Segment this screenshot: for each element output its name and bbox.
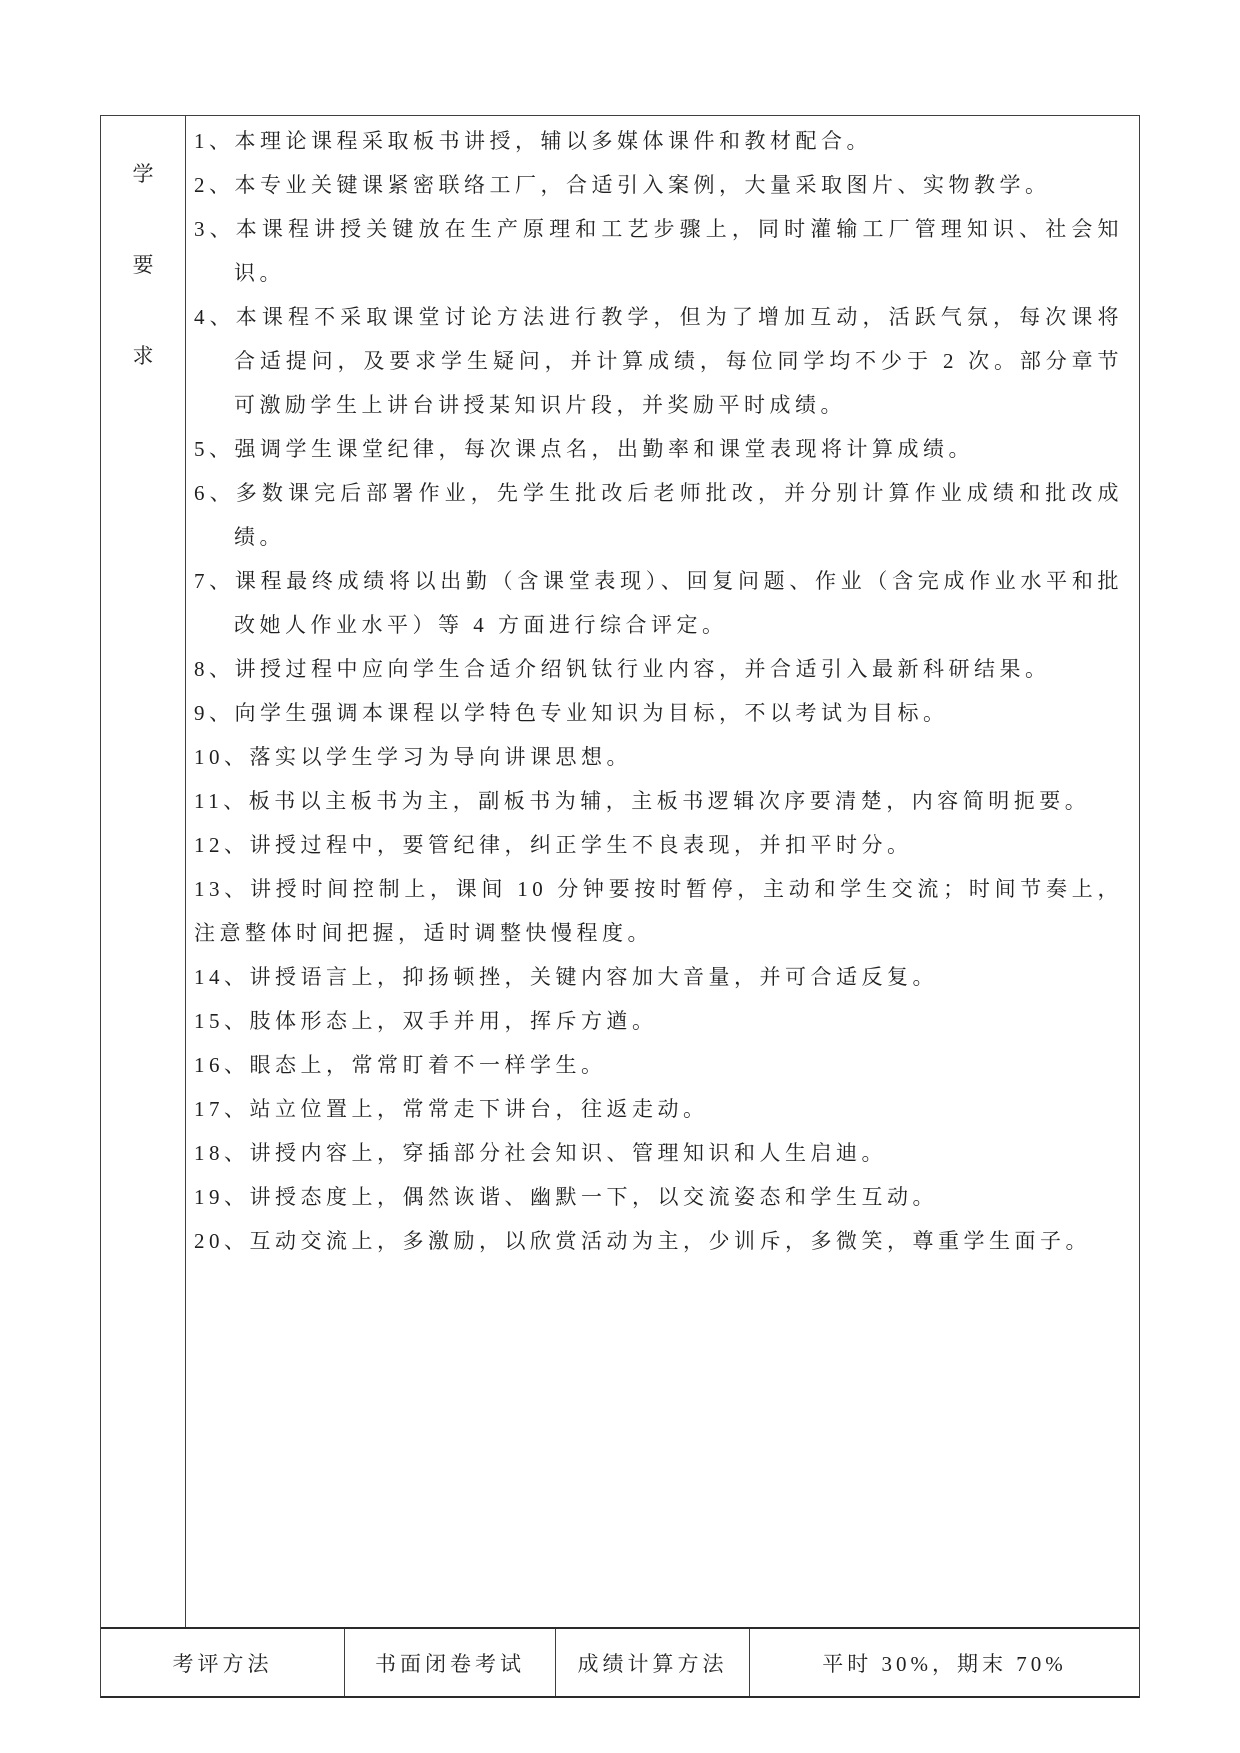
requirement-item-18: 18、讲授内容上，穿插部分社会知识、管理知识和人生启迪。 bbox=[194, 1141, 887, 1165]
requirement-item-16: 16、眼态上，常常盯着不一样学生。 bbox=[194, 1053, 607, 1077]
requirement-item-13: 13、讲授时间控制上，课间 10 分钟要按时暂停，主动和学生交流；时间节奏上，注意整体时间把握，适时调整快慢程度。 bbox=[194, 877, 1123, 945]
grade-calculation-value: 平时 30%，期末 70% bbox=[822, 1651, 1067, 1676]
requirement-item-12: 12、讲授过程中，要管纪律，纠正学生不良表现，并扣平时分。 bbox=[194, 833, 913, 857]
requirement-item-1: 1、本理论课程采取板书讲授，辅以多媒体课件和教材配合。 bbox=[194, 129, 872, 153]
requirement-item-4: 4、本课程不采取课堂讨论方法进行教学，但为了增加互动，活跃气氛，每次课将合适提问，及要求学生疑问，并计算成绩，每位同学均不少于 2 次。部分章节可激励学生上讲台讲授某知识片段，并奖励平时成绩。 bbox=[194, 305, 1123, 417]
requirement-item-9: 9、向学生强调本课程以学特色专业知识为目标，不以考试为目标。 bbox=[194, 701, 949, 725]
requirement-item-7: 7、课程最终成绩将以出勤（含课堂表现）、回复问题、作业（含完成作业水平和批改她人作业水平）等 4 方面进行综合评定。 bbox=[194, 569, 1123, 637]
requirements-list bbox=[186, 116, 1139, 1627]
teaching-requirements-table bbox=[100, 115, 1140, 1698]
assessment-method-value: 书面闭卷考试 bbox=[345, 1629, 556, 1696]
requirement-item-17: 17、站立位置上，常常走下讲台，往返走动。 bbox=[194, 1097, 709, 1121]
row-header-char-3: 求 bbox=[132, 344, 154, 368]
assessment-row bbox=[101, 1627, 1139, 1696]
requirement-item-5: 5、强调学生课堂纪律，每次课点名，出勤率和课堂表现将计算成绩。 bbox=[194, 437, 974, 461]
row-header-requirements bbox=[101, 116, 186, 1627]
requirement-item-14: 14、讲授语言上，抑扬顿挫，关键内容加大音量，并可合适反复。 bbox=[194, 965, 938, 989]
grade-calculation-label: 成绩计算方法 bbox=[556, 1629, 750, 1696]
requirements-row bbox=[101, 116, 1139, 1627]
requirement-item-10: 10、落实以学生学习为导向讲课思想。 bbox=[194, 745, 632, 769]
requirement-item-19: 19、讲授态度上，偶然诙谐、幽默一下，以交流姿态和学生互动。 bbox=[194, 1185, 938, 1209]
requirement-item-15: 15、肢体形态上，双手并用，挥斥方遒。 bbox=[194, 1009, 658, 1033]
requirement-item-11: 11、板书以主板书为主，副板书为辅，主板书逻辑次序要清楚，内容简明扼要。 bbox=[194, 789, 1091, 813]
requirement-item-6: 6、多数课完后部署作业，先学生批改后老师批改，并分别计算作业成绩和批改成绩。 bbox=[194, 481, 1123, 549]
assessment-method-label: 考评方法 bbox=[101, 1629, 345, 1696]
requirement-item-20: 20、互动交流上，多激励，以欣赏活动为主，少训斥，多微笑，尊重学生面子。 bbox=[194, 1229, 1091, 1253]
requirement-item-3: 3、本课程讲授关键放在生产原理和工艺步骤上，同时灌输工厂管理知识、社会知识。 bbox=[194, 217, 1123, 285]
requirement-item-2: 2、本专业关键课紧密联络工厂，合适引入案例，大量采取图片、实物教学。 bbox=[194, 173, 1051, 197]
row-header-char-2: 要 bbox=[132, 253, 154, 277]
requirement-item-8: 8、讲授过程中应向学生合适介绍钒钛行业内容，并合适引入最新科研结果。 bbox=[194, 657, 1051, 681]
row-header-char-1: 学 bbox=[132, 162, 154, 186]
